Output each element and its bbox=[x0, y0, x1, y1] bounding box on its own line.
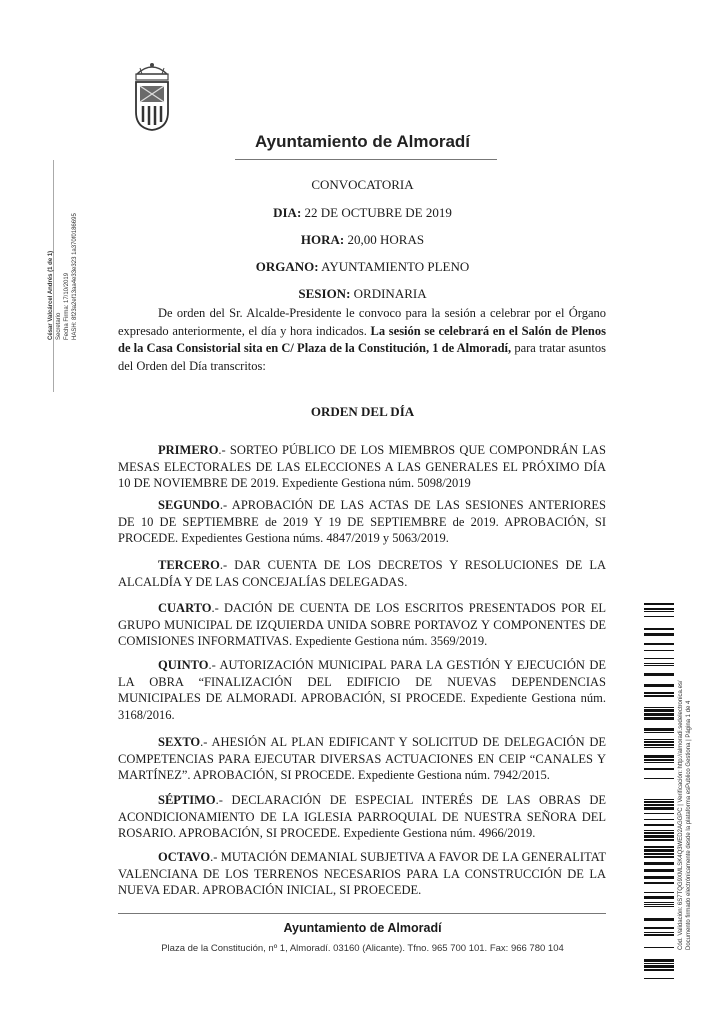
footer-divider bbox=[118, 913, 606, 914]
dia-line bbox=[0, 205, 725, 221]
agenda-item-ordinal: SÉPTIMO bbox=[158, 793, 216, 807]
sesion-label: SESION: bbox=[298, 286, 351, 301]
signature-stamp bbox=[47, 190, 107, 340]
municipal-crest-icon bbox=[131, 60, 173, 132]
orden-del-dia-title: ORDEN DEL DÍA bbox=[310, 404, 415, 419]
agenda-item-ordinal: OCTAVO bbox=[158, 850, 211, 864]
dia-value: 22 DE OCTUBRE DE 2019 bbox=[304, 205, 452, 220]
hora-value: 20,00 HORAS bbox=[347, 232, 425, 247]
agenda-item-primero bbox=[118, 442, 606, 492]
agenda-item-text: .- DAR CUENTA DE LOS DECRETOS Y RESOLUCIONES DE LA ALCALDÍA Y DE LAS CONCEJALÍAS DELEGADAS. bbox=[118, 558, 606, 589]
agenda-item-segundo bbox=[118, 497, 606, 547]
signer-name: César Valcárcel Andrés (1 de 1) bbox=[48, 250, 54, 340]
header-divider bbox=[235, 159, 497, 160]
signature-hash: HASH: 8f23a2ef13aa4e33e323 1a370f0186695 bbox=[72, 213, 78, 340]
agenda-item-tercero bbox=[118, 557, 606, 590]
agenda-item-septimo bbox=[118, 792, 606, 842]
agenda-item-text: .- DACIÓN DE CUENTA DE LOS ESCRITOS PRESENTADOS POR EL GRUPO MUNICIPAL DE IZQUIERDA UNIDA SOBRE PORTAVOZ Y COMPONENTES DE COMISIONES INFORMATIVAS. Expediente Gestiona núm. 3569/2019. bbox=[118, 601, 606, 648]
organo-value: AYUNTAMIENTO PLENO bbox=[321, 259, 470, 274]
intro-text: De orden del Sr. Alcalde-Presidente le convoco para la sesión a celebrar por el Órgano expresado anteriormente, el día y hora indicados. bbox=[118, 306, 606, 338]
organo-line bbox=[0, 259, 725, 275]
agenda-item-ordinal: QUINTO bbox=[158, 658, 209, 672]
intro-location: La sesión se celebrará en el Salón de Plenos de la Casa Consistorial sita en C/ Plaza de la Constitución, 1 de Almoradí, bbox=[118, 323, 606, 355]
agenda-item-octavo bbox=[118, 849, 606, 899]
agenda-item-text: .- AUTORIZACIÓN MUNICIPAL PARA LA GESTIÓN Y EJECUCIÓN DE LA OBRA “FINALIZACIÓN DEL EDIFICIO DE NUEVAS DEPENDENCIAS MUNICIPALES DE ALMORADI. APROBACIÓN, SI PROCEDE. Expediente Gestiona núm. 3168/2016. bbox=[118, 658, 606, 722]
hora-line bbox=[0, 232, 725, 248]
barcode-icon bbox=[644, 603, 674, 980]
agenda-item-ordinal: SEXTO bbox=[158, 735, 201, 749]
signer-role: Secretario bbox=[56, 312, 62, 340]
agenda-item-quinto bbox=[118, 657, 606, 723]
signature-date: Fecha Firma: 17/10/2019 bbox=[64, 272, 70, 340]
sesion-line bbox=[0, 286, 725, 302]
agenda-item-ordinal: PRIMERO bbox=[158, 443, 219, 457]
hora-label: HORA: bbox=[300, 232, 345, 247]
organo-label: ORGANO: bbox=[255, 259, 319, 274]
agenda-item-text: .- MUTACIÓN DEMANIAL SUBJETIVA A FAVOR DE LA GENERALITAT VALENCIANA DE LOS TERRENOS NECESARIOS PARA LA CONSTRUCCIÓN DE LA NUEVA EDAR. APROBACIÓN INICIAL, SI PROECEDE. bbox=[118, 850, 606, 897]
agenda-item-cuarto bbox=[118, 600, 606, 650]
agenda-item-text: .- SORTEO PÚBLICO DE LOS MIEMBROS QUE COMPONDRÁN LAS MESAS ELECTORALES DE LAS ELECCIONES A LAS GENERALES EL PRÓXIMO DÍA 10 DE NOVIEMBRE DE 2019. Expediente Gestiona núm. 5098/2019 bbox=[118, 443, 606, 490]
intro-text-end: para tratar asuntos del Orden del Día transcritos: bbox=[118, 341, 607, 373]
verification-note: Documento firmado electrónicamente desde la plataforma esPublico Gestiona | Página 1 de 4 bbox=[686, 700, 692, 950]
agenda-item-text: .- AHESIÓN AL PLAN EDIFICANT Y SOLICITUD DE DELEGACIÓN DE COMPETENCIAS PARA EJECUTAR DIVERSAS ACTUACIONES EN CEIP “CANALES Y MARTÍNEZ”. APROBACIÓN, SI PROCEDE. Expediente Gestiona núm. 7942/2015. bbox=[118, 735, 606, 782]
agenda-item-text: .- DECLARACIÓN DE ESPECIAL INTERÉS DE LAS OBRAS DE ACONDICIONAMIENTO DE LA IGLESIA PARROQUIAL DE NUESTRA SEÑORA DEL ROSARIO. APROBACIÓN, SI PROCEDE. Expediente Gestiona núm. 4966/2019. bbox=[118, 793, 606, 840]
agenda-item-ordinal: SEGUNDO bbox=[158, 498, 220, 512]
agenda-item-sexto bbox=[118, 734, 606, 784]
sesion-value: ORDINARIA bbox=[353, 286, 427, 301]
footer-address: Plaza de la Constitución, nº 1, Almoradí. 03160 (Alicante). Tfno. 965 700 101. Fax: 966 780 104 bbox=[161, 943, 564, 954]
convocatoria-heading: CONVOCATORIA bbox=[311, 177, 414, 192]
dia-label: DIA: bbox=[273, 205, 302, 220]
verification-code: Cód. Validación: 6S7TQG9XMLSK4Q3WED2AGGPC | Verificación: http://almoradi.sedelectronica.es/ bbox=[678, 680, 684, 950]
footer-title: Ayuntamiento de Almoradí bbox=[283, 921, 442, 935]
agenda-item-ordinal: TERCERO bbox=[158, 558, 220, 572]
agenda-item-ordinal: CUARTO bbox=[158, 601, 212, 615]
agenda-item-text: .- APROBACIÓN DE LAS ACTAS DE LAS SESIONES ANTERIORES DE 10 DE SEPTIEMBRE de 2019 Y 19 DE SEPTIEMBRE de 2019. APROBACIÓN, SI PROCEDE. Expedientes Gestiona núms. 4847/2019 y 5063/2019. bbox=[118, 498, 606, 545]
intro-paragraph bbox=[118, 305, 606, 375]
verification-stamp bbox=[677, 650, 707, 950]
header-title: Ayuntamiento de Almoradí bbox=[254, 132, 471, 151]
